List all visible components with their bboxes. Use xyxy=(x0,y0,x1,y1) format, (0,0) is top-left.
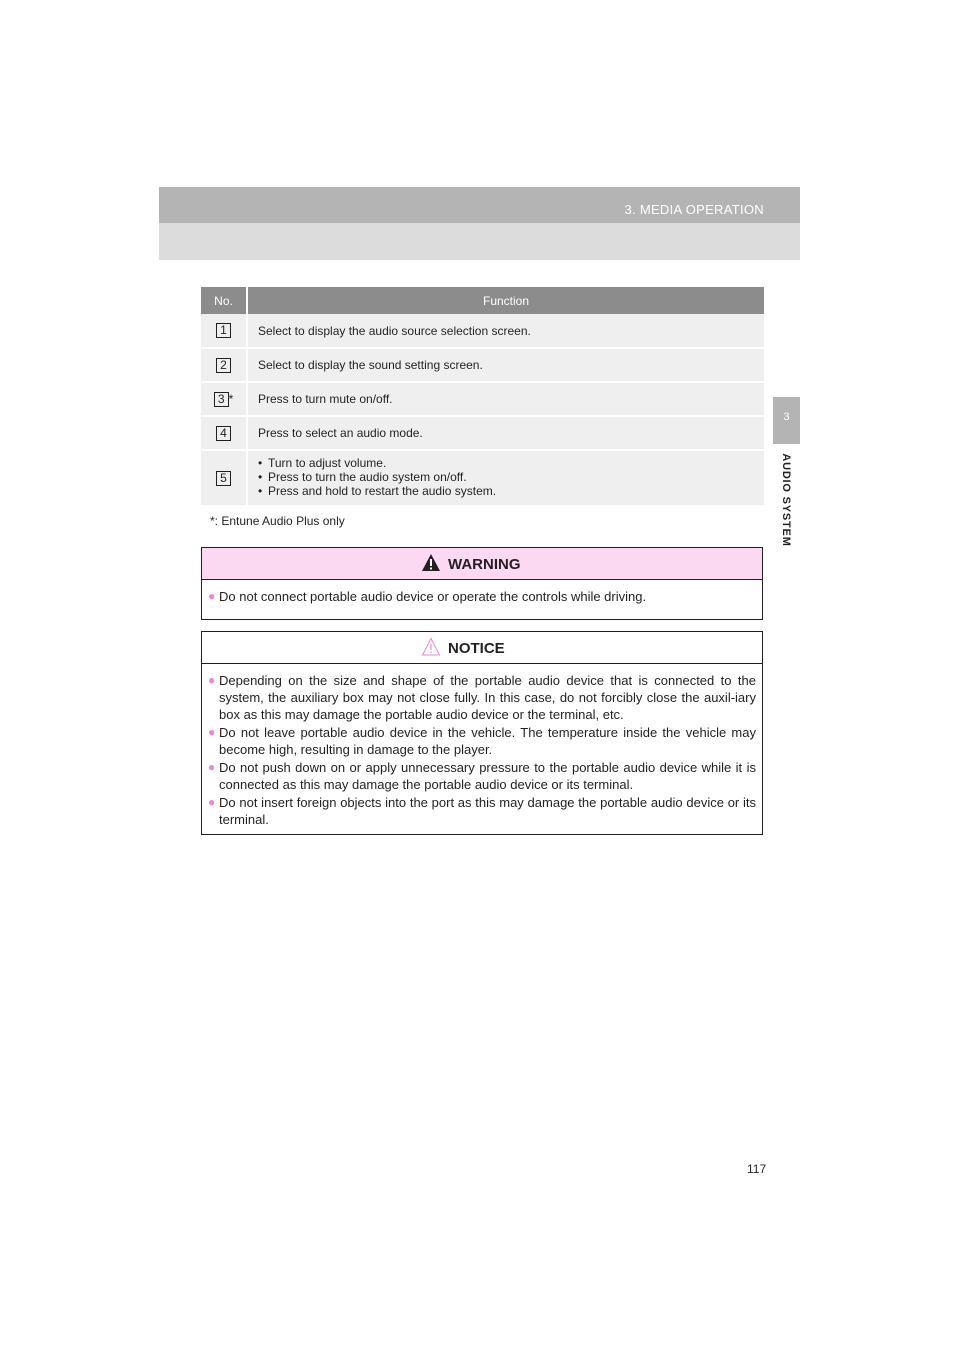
notice-item xyxy=(208,759,756,793)
column-header-no: No. xyxy=(201,287,247,314)
list-item-text: Turn to adjust volume. xyxy=(268,456,387,470)
warning-body xyxy=(202,580,762,605)
function-cell: Press to select an audio mode. xyxy=(247,416,764,450)
table-header-row xyxy=(201,287,764,314)
notice-title: NOTICE xyxy=(448,640,505,657)
circle-bullet-icon: ● xyxy=(208,725,216,739)
chapter-tab xyxy=(773,397,800,444)
row-number-cell xyxy=(201,348,247,382)
notice-body xyxy=(202,664,762,828)
table-footnote: *: Entune Audio Plus only xyxy=(210,514,345,528)
number-box: 3 xyxy=(214,392,229,407)
number-box: 2 xyxy=(216,358,231,373)
table-row xyxy=(201,416,764,450)
number-box: 5 xyxy=(216,471,231,486)
notice-item-text: Depending on the size and shape of the portable audio device that is connected to the system, the auxiliary box may not close fully. In this case, do not forcibly close the auxil-iary box as this may damage the portable audio device or the terminal, etc. xyxy=(219,673,756,722)
number-box: 4 xyxy=(216,426,231,441)
warning-item-text: Do not connect portable audio device or operate the controls while driving. xyxy=(219,589,647,604)
notice-item xyxy=(208,794,756,828)
row-number-cell xyxy=(201,450,247,506)
list-item xyxy=(258,470,764,484)
header-bar xyxy=(159,187,800,223)
warning-triangle-outline-icon xyxy=(421,637,441,657)
notice-header xyxy=(202,632,762,664)
function-table xyxy=(201,287,764,507)
circle-bullet-icon: ● xyxy=(208,589,216,603)
function-cell: Press to turn mute on/off. xyxy=(247,382,764,416)
circle-bullet-icon: ● xyxy=(208,760,216,774)
notice-item-text: Do not push down on or apply unnecessary pressure to the portable audio device while it is connected as this may damage the portable audio device or its terminal. xyxy=(219,760,756,792)
list-item-text: Press to turn the audio system on/off. xyxy=(268,470,467,484)
notice-item xyxy=(208,724,756,758)
number-box: 1 xyxy=(216,323,231,338)
table-row xyxy=(201,314,764,348)
bullet-dot-icon: • xyxy=(258,484,263,498)
table-row xyxy=(201,382,764,416)
page-number: 117 xyxy=(747,1162,767,1176)
notice-item-text: Do not leave portable audio device in the vehicle. The temperature inside the vehicle may become high, resulting in damage to the player. xyxy=(219,725,756,757)
row-number-cell xyxy=(201,382,247,416)
table-row xyxy=(201,348,764,382)
function-bullet-list xyxy=(258,451,764,505)
function-cell: Select to display the sound setting screen. xyxy=(247,348,764,382)
chapter-label: AUDIO SYSTEM xyxy=(780,453,792,547)
chapter-number: 3 xyxy=(783,411,790,423)
notice-item xyxy=(208,672,756,723)
circle-bullet-icon: ● xyxy=(208,795,216,809)
function-cell: Select to display the audio source selection screen. xyxy=(247,314,764,348)
notice-box xyxy=(201,631,763,835)
bullet-dot-icon: • xyxy=(258,470,263,484)
warning-item xyxy=(208,588,756,605)
bullet-dot-icon: • xyxy=(258,456,263,470)
warning-title: WARNING xyxy=(448,556,521,573)
circle-bullet-icon: ● xyxy=(208,673,216,687)
warning-box xyxy=(201,547,763,620)
row-number-cell xyxy=(201,314,247,348)
list-item xyxy=(258,484,764,498)
column-header-function: Function xyxy=(247,287,764,314)
list-item xyxy=(258,456,764,470)
asterisk-mark: * xyxy=(228,392,234,407)
table-row xyxy=(201,450,764,506)
warning-triangle-filled-icon xyxy=(421,553,441,573)
function-cell xyxy=(247,450,764,506)
section-title: 3. MEDIA OPERATION xyxy=(624,202,764,217)
list-item-text: Press and hold to restart the audio system. xyxy=(268,484,497,498)
notice-item-text: Do not insert foreign objects into the port as this may damage the portable audio device or its terminal. xyxy=(219,795,756,827)
warning-header xyxy=(202,548,762,580)
row-number-cell xyxy=(201,416,247,450)
header-subbar xyxy=(159,223,800,260)
